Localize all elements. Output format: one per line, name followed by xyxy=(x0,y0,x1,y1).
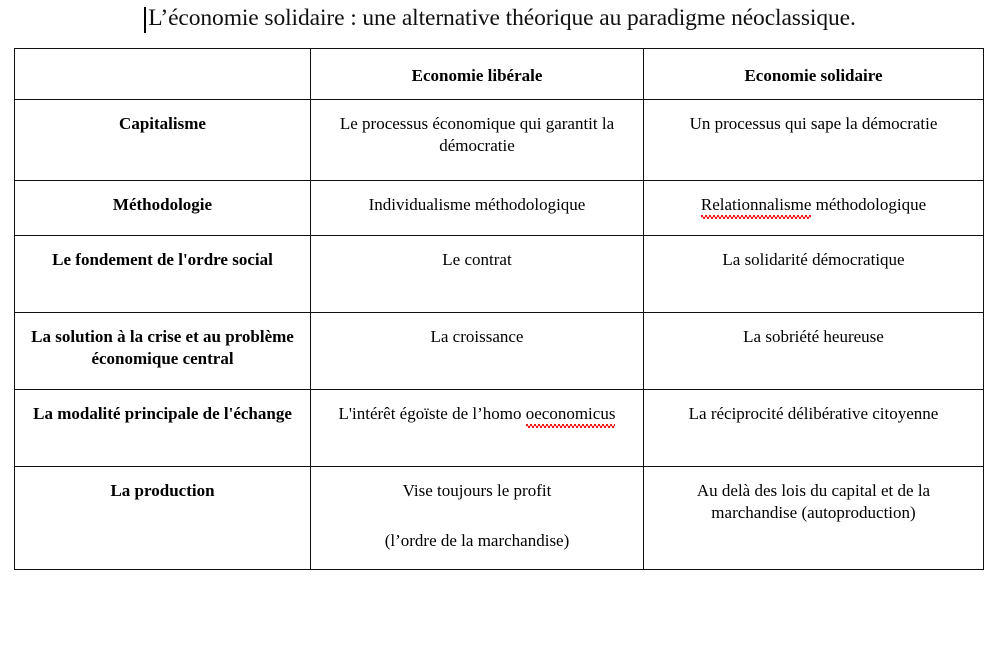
row-label-text: Capitalisme xyxy=(119,114,206,133)
cell-liberale-text xyxy=(311,467,643,562)
spellcheck-misspelled-word: oeconomicus xyxy=(526,403,616,426)
row-label-text: La solution à la crise et au problème économique central xyxy=(31,327,294,368)
cell-liberale-text xyxy=(311,181,643,226)
cell-liberale-main: Vise toujours le profit xyxy=(402,481,552,500)
cell-liberale xyxy=(311,181,644,236)
cell-solidaire xyxy=(644,236,984,313)
cell-solidaire-text xyxy=(644,236,983,281)
cell-liberale-main: Le contrat xyxy=(442,250,512,269)
cell-liberale-text xyxy=(311,313,643,358)
column-header-economie-liberale-text: Economie libérale xyxy=(411,66,543,85)
table-row xyxy=(15,390,984,467)
cell-liberale-text xyxy=(311,100,643,167)
cell-liberale xyxy=(311,467,644,570)
cell-liberale xyxy=(311,100,644,181)
cell-solidaire-text xyxy=(644,313,983,358)
cell-liberale-text xyxy=(311,390,643,436)
row-label-cell xyxy=(15,236,311,313)
row-label-cell xyxy=(15,181,311,236)
cell-solidaire-main: La solidarité démocratique xyxy=(722,250,905,269)
cell-solidaire xyxy=(644,467,984,570)
table-header-row xyxy=(15,49,984,100)
cell-solidaire-main: Au delà des lois du capital et de la marchandise (autoproduction) xyxy=(696,481,931,522)
cell-solidaire-text xyxy=(644,181,983,227)
row-label-cell xyxy=(15,313,311,390)
cell-liberale-text xyxy=(311,236,643,281)
column-header-economie-liberale xyxy=(311,49,644,100)
row-label-cell xyxy=(15,467,311,570)
row-label-text: Le fondement de l'ordre social xyxy=(52,250,273,269)
comparison-table xyxy=(14,48,984,570)
cell-liberale-second-paragraph: (l’ordre de la marchandise) xyxy=(384,530,570,550)
cell-solidaire-text xyxy=(644,100,983,145)
page-title xyxy=(0,2,1000,36)
table-corner-header-text xyxy=(15,49,310,75)
cell-solidaire xyxy=(644,390,984,467)
table-body xyxy=(15,100,984,570)
cell-solidaire-text xyxy=(644,467,983,534)
column-header-economie-solidaire-text: Economie solidaire xyxy=(744,66,883,85)
cell-solidaire xyxy=(644,100,984,181)
row-label-cell xyxy=(15,390,311,467)
cell-solidaire-text xyxy=(644,390,983,435)
table-row xyxy=(15,467,984,570)
cell-solidaire-main: méthodologique xyxy=(811,195,927,214)
table-header xyxy=(15,49,984,100)
table-row xyxy=(15,313,984,390)
cell-liberale xyxy=(311,313,644,390)
table-row xyxy=(15,181,984,236)
page-title-text: L’économie solidaire : une alternative théorique au paradigme néoclassique. xyxy=(148,5,856,32)
row-label-text: Méthodologie xyxy=(112,195,213,214)
row-label-text: La production xyxy=(110,481,215,500)
row-label-text: La modalité principale de l'échange xyxy=(33,404,292,423)
column-header-economie-solidaire xyxy=(644,49,984,100)
comparison-table-container xyxy=(14,48,983,570)
table-row xyxy=(15,100,984,181)
cell-solidaire-main: La sobriété heureuse xyxy=(743,327,884,346)
cell-liberale-main: L'intérêt égoïste de l’homo xyxy=(338,404,526,423)
cell-liberale xyxy=(311,236,644,313)
cell-liberale xyxy=(311,390,644,467)
cell-solidaire xyxy=(644,181,984,236)
cell-liberale-main: Individualisme méthodologique xyxy=(368,195,586,214)
table-corner-header xyxy=(15,49,311,100)
cell-solidaire xyxy=(644,313,984,390)
cell-liberale-main: Le processus économique qui garantit la démocratie xyxy=(339,114,615,155)
spellcheck-misspelled-word: Relationnalisme xyxy=(701,194,811,217)
cell-solidaire-main: La réciprocité délibérative citoyenne xyxy=(688,404,939,423)
table-row xyxy=(15,236,984,313)
row-label-cell xyxy=(15,100,311,181)
cell-liberale-main: La croissance xyxy=(430,327,524,346)
text-cursor-icon xyxy=(144,7,146,33)
cell-solidaire-main: Un processus qui sape la démocratie xyxy=(689,114,938,133)
